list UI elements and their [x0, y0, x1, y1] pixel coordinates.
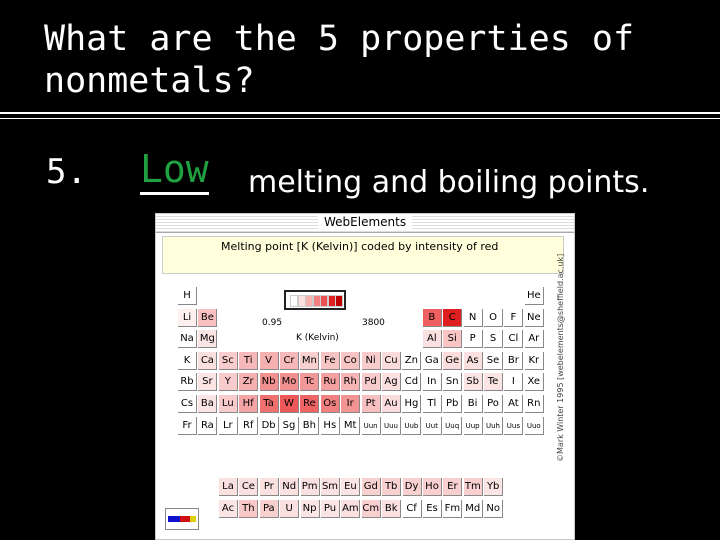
element-cell-ge: Ge: [443, 352, 462, 370]
element-cell-pb: Pb: [443, 395, 462, 413]
element-cell-zr: Zr: [239, 373, 258, 391]
element-cell-xe: Xe: [525, 373, 544, 391]
element-cell-uuh: Uuh: [484, 417, 503, 435]
element-cell-in: In: [423, 373, 442, 391]
element-cell-b: B: [423, 309, 442, 327]
element-cell-pr: Pr: [260, 478, 279, 496]
webelements-header: [156, 214, 574, 233]
element-cell-se: Se: [484, 352, 503, 370]
element-cell-v: V: [260, 352, 279, 370]
element-cell-rh: Rh: [341, 373, 360, 391]
element-cell-uuo: Uuo: [525, 417, 544, 435]
element-cell-co: Co: [341, 352, 360, 370]
element-cell-sc: Sc: [219, 352, 238, 370]
element-cell-al: Al: [423, 330, 442, 348]
table-legend-icon: [165, 508, 199, 530]
element-cell-k: K: [178, 352, 197, 370]
element-cell-ni: Ni: [362, 352, 381, 370]
point-number: 5.: [46, 152, 87, 192]
element-cell-cu: Cu: [382, 352, 401, 370]
element-cell-uuq: Uuq: [443, 417, 462, 435]
element-cell-uup: Uup: [464, 417, 483, 435]
element-cell-cf: Cf: [403, 500, 422, 518]
element-cell-nd: Nd: [280, 478, 299, 496]
element-cell-au: Au: [382, 395, 401, 413]
element-cell-uuu: Uuu: [382, 417, 401, 435]
element-cell-te: Te: [484, 373, 503, 391]
element-cell-tm: Tm: [464, 478, 483, 496]
element-cell-mn: Mn: [300, 352, 319, 370]
element-cell-nb: Nb: [260, 373, 279, 391]
element-cell-pt: Pt: [362, 395, 381, 413]
element-cell-at: At: [504, 395, 523, 413]
element-cell-bh: Bh: [300, 417, 319, 435]
chart-caption: Melting point [K (Kelvin)] coded by intensity of red: [221, 240, 499, 253]
element-cell-be: Be: [198, 309, 217, 327]
element-cell-ti: Ti: [239, 352, 258, 370]
element-cell-cm: Cm: [362, 500, 381, 518]
element-cell-kr: Kr: [525, 352, 544, 370]
element-cell-bi: Bi: [464, 395, 483, 413]
element-cell-rb: Rb: [178, 373, 197, 391]
element-cell-h: H: [178, 287, 197, 305]
title-bar: [0, 0, 720, 110]
chart-caption-box: [162, 236, 564, 274]
scale-max-label: 3800: [362, 318, 385, 328]
periodic-table-image: [155, 213, 575, 540]
element-cell-fm: Fm: [443, 500, 462, 518]
element-cell-i: I: [504, 373, 523, 391]
element-cell-sn: Sn: [443, 373, 462, 391]
fill-in-blank-answer: Low: [140, 146, 209, 195]
element-cell-ce: Ce: [239, 478, 258, 496]
element-cell-ag: Ag: [382, 373, 401, 391]
element-cell-ru: Ru: [321, 373, 340, 391]
element-cell-tb: Tb: [382, 478, 401, 496]
element-cell-md: Md: [464, 500, 483, 518]
element-cell-mt: Mt: [341, 417, 360, 435]
element-cell-yb: Yb: [484, 478, 503, 496]
element-cell-hf: Hf: [239, 395, 258, 413]
element-cell-mg: Mg: [198, 330, 217, 348]
element-cell-zn: Zn: [402, 352, 421, 370]
element-cell-c: C: [443, 309, 462, 327]
element-cell-o: O: [484, 309, 503, 327]
element-cell-ra: Ra: [198, 417, 217, 435]
element-cell-ho: Ho: [423, 478, 442, 496]
element-cell-tc: Tc: [300, 373, 319, 391]
element-cell-pm: Pm: [301, 478, 320, 496]
element-cell-db: Db: [260, 417, 279, 435]
element-cell-cd: Cd: [402, 373, 421, 391]
element-cell-cl: Cl: [504, 330, 523, 348]
element-cell-fr: Fr: [178, 417, 197, 435]
element-cell-fe: Fe: [321, 352, 340, 370]
element-cell-na: Na: [178, 330, 197, 348]
element-cell-pd: Pd: [362, 373, 381, 391]
element-cell-uut: Uut: [423, 417, 442, 435]
element-cell-f: F: [504, 309, 523, 327]
element-cell-w: W: [280, 395, 299, 413]
element-cell-ac: Ac: [219, 500, 238, 518]
element-cell-mo: Mo: [280, 373, 299, 391]
element-cell-sr: Sr: [198, 373, 217, 391]
element-cell-p: P: [464, 330, 483, 348]
element-cell-br: Br: [504, 352, 523, 370]
element-cell-he: He: [525, 287, 544, 305]
element-cell-os: Os: [321, 395, 340, 413]
element-cell-uub: Uub: [402, 417, 421, 435]
element-cell-sg: Sg: [280, 417, 299, 435]
element-cell-po: Po: [484, 395, 503, 413]
slide-title: What are the 5 properties of nonmetals?: [44, 19, 635, 101]
element-cell-tl: Tl: [423, 395, 442, 413]
element-cell-ga: Ga: [423, 352, 442, 370]
element-cell-dy: Dy: [403, 478, 422, 496]
element-cell-re: Re: [300, 395, 319, 413]
element-cell-ar: Ar: [525, 330, 544, 348]
element-cell-bk: Bk: [382, 500, 401, 518]
scale-min-label: 0.95: [262, 318, 283, 328]
element-cell-th: Th: [239, 500, 258, 518]
element-cell-si: Si: [443, 330, 462, 348]
webelements-title: WebElements: [318, 215, 412, 229]
element-cell-y: Y: [219, 373, 238, 391]
element-cell-rn: Rn: [525, 395, 544, 413]
element-cell-as: As: [464, 352, 483, 370]
element-cell-cs: Cs: [178, 395, 197, 413]
element-cell-es: Es: [423, 500, 442, 518]
element-cell-la: La: [219, 478, 238, 496]
element-cell-rf: Rf: [239, 417, 258, 435]
color-scale-bar: [284, 290, 346, 310]
element-cell-hg: Hg: [402, 395, 421, 413]
point-text: melting and boiling points.: [248, 165, 650, 200]
element-cell-eu: Eu: [341, 478, 360, 496]
copyright-credit: ©Mark Winter 1995 [webelements@sheffield.ac.uk]: [556, 253, 565, 462]
element-cell-uus: Uus: [504, 417, 523, 435]
element-cell-am: Am: [341, 500, 360, 518]
element-cell-s: S: [484, 330, 503, 348]
element-cell-pu: Pu: [321, 500, 340, 518]
element-cell-ba: Ba: [198, 395, 217, 413]
scale-unit-label: K (Kelvin): [296, 333, 339, 343]
element-cell-u: U: [280, 500, 299, 518]
element-cell-no: No: [484, 500, 503, 518]
element-cell-lu: Lu: [219, 395, 238, 413]
element-cell-uun: Uun: [362, 417, 381, 435]
element-cell-cr: Cr: [280, 352, 299, 370]
element-cell-gd: Gd: [362, 478, 381, 496]
element-cell-sb: Sb: [464, 373, 483, 391]
element-cell-ca: Ca: [198, 352, 217, 370]
element-cell-ir: Ir: [341, 395, 360, 413]
element-cell-ta: Ta: [260, 395, 279, 413]
element-cell-er: Er: [443, 478, 462, 496]
divider-line-thin: [0, 118, 720, 119]
divider-line: [0, 112, 720, 114]
element-cell-li: Li: [178, 309, 197, 327]
element-cell-n: N: [464, 309, 483, 327]
element-cell-ne: Ne: [525, 309, 544, 327]
element-cell-hs: Hs: [321, 417, 340, 435]
element-cell-pa: Pa: [260, 500, 279, 518]
element-cell-np: Np: [301, 500, 320, 518]
scale-swatch: [335, 295, 343, 307]
element-cell-lr: Lr: [219, 417, 238, 435]
element-cell-sm: Sm: [321, 478, 340, 496]
